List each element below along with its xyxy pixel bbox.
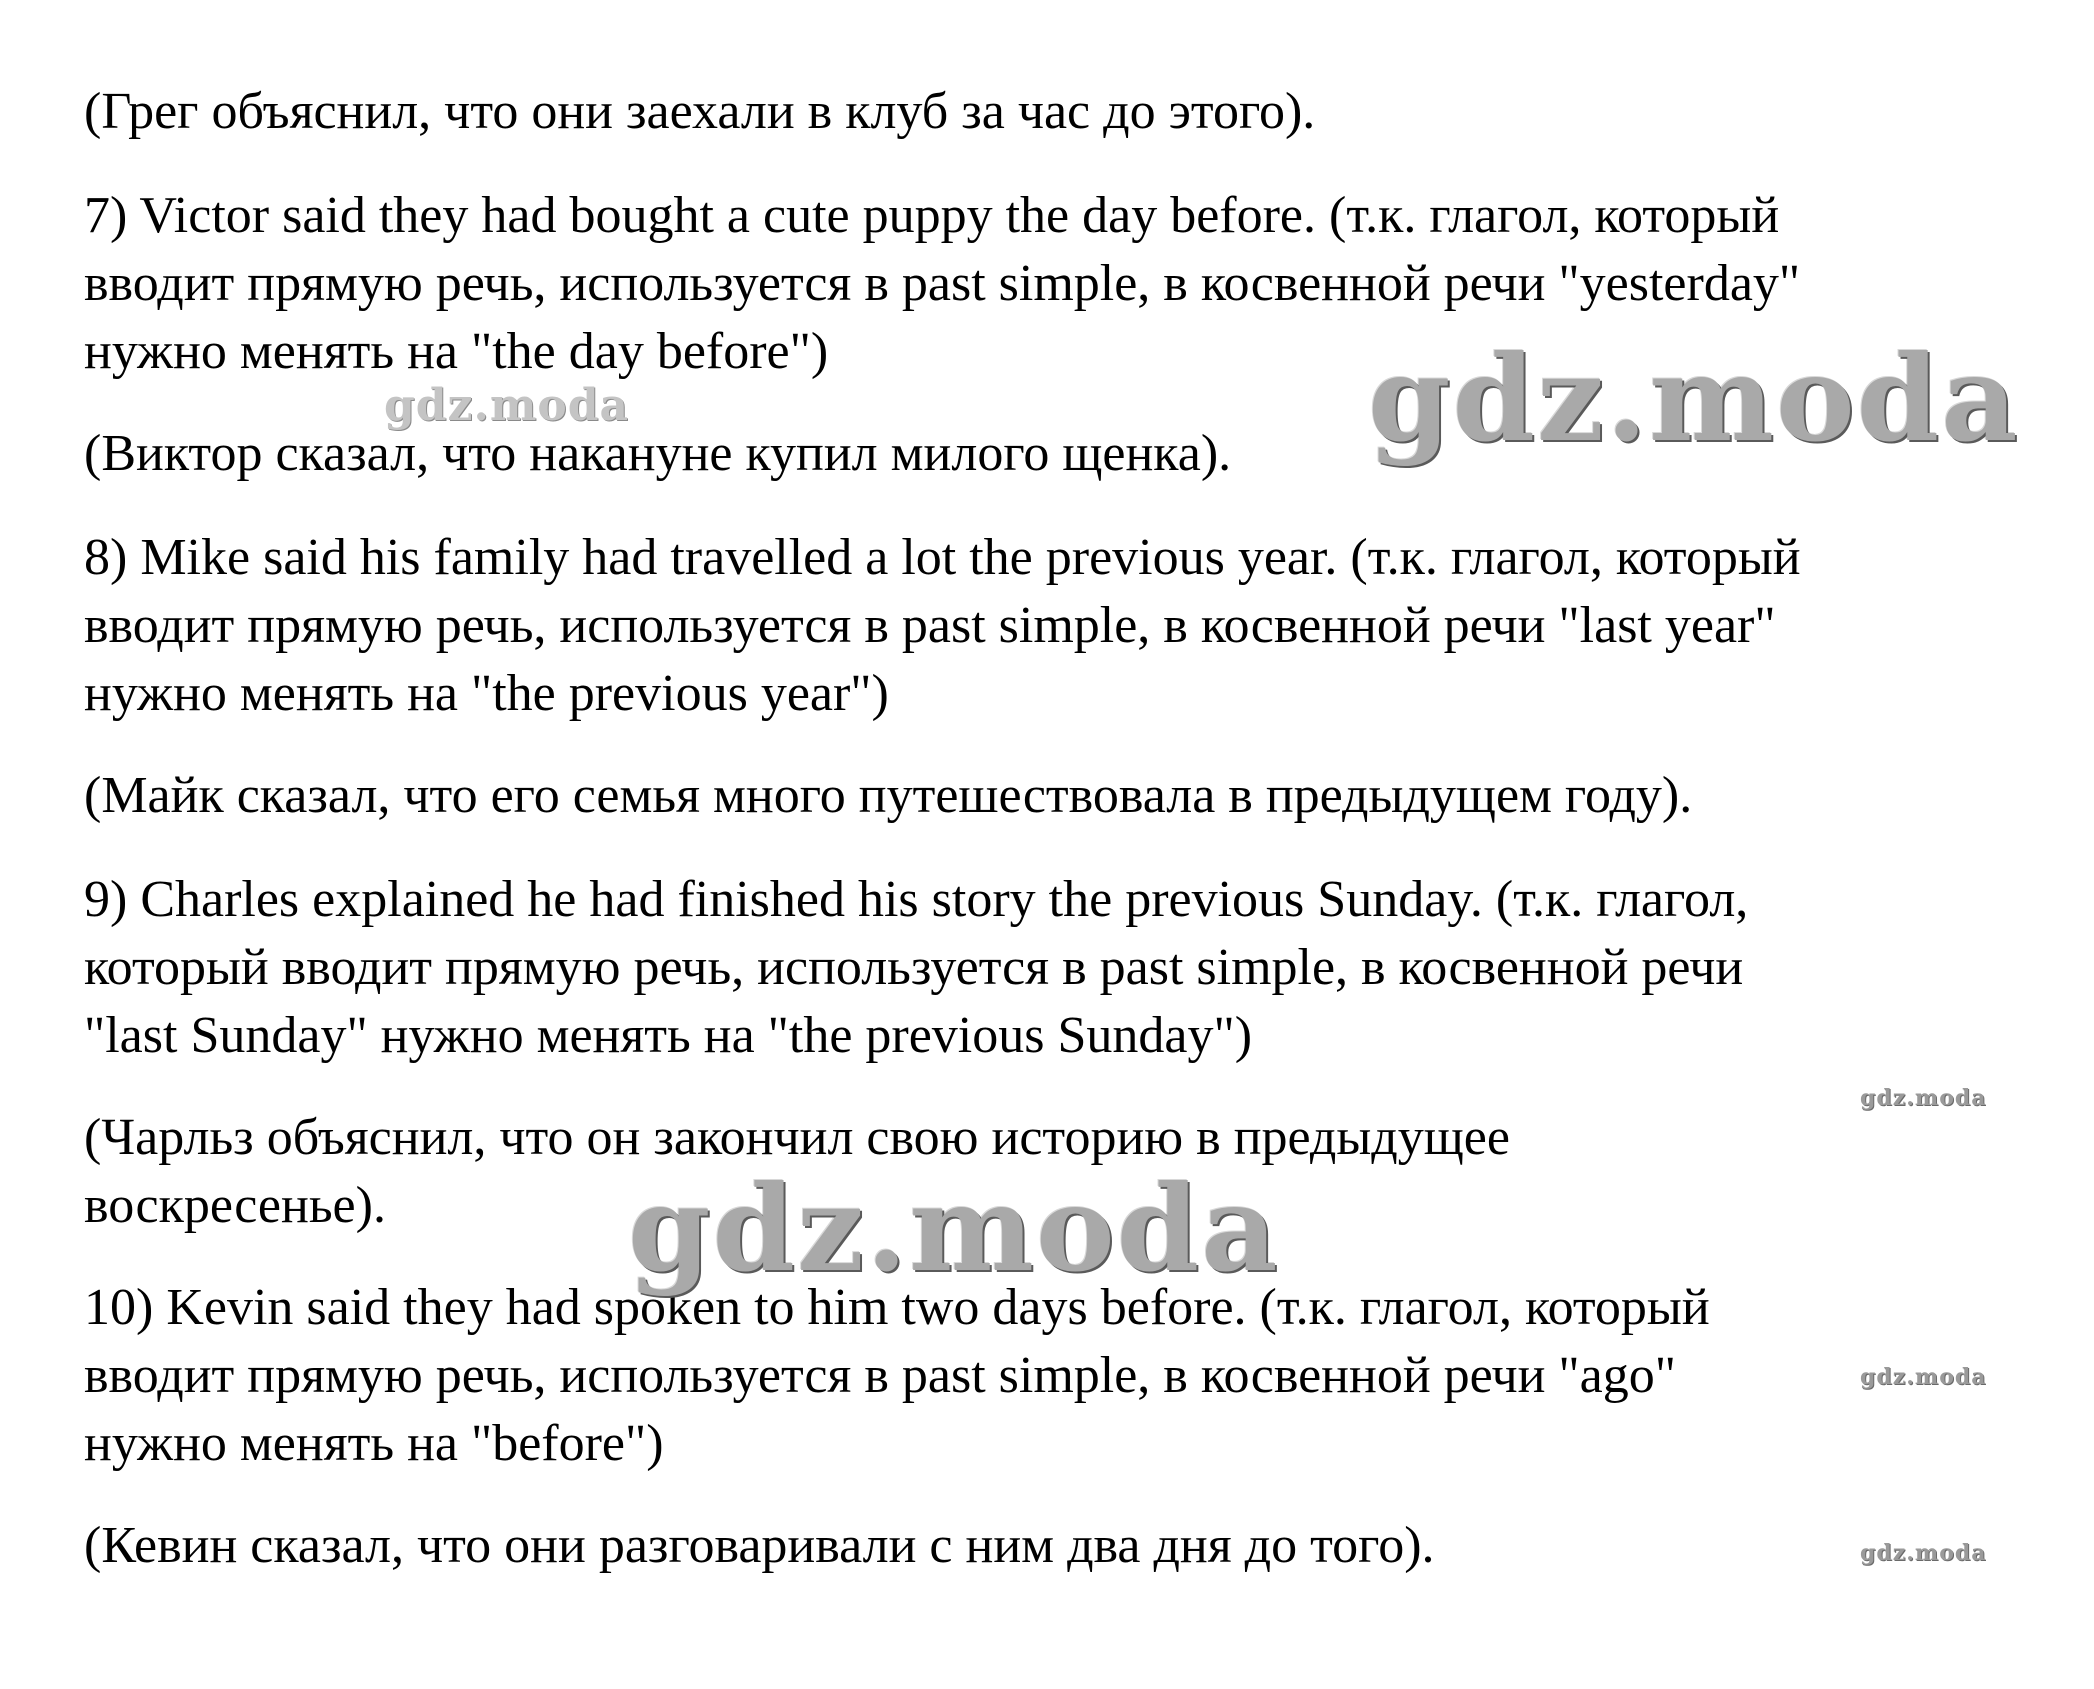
watermark-large: gdz.moda bbox=[628, 1159, 1280, 1298]
paragraph-10-translation: (Кевин сказал, что они разговаривали с ним два дня до того). bbox=[84, 1517, 1435, 1574]
paragraph-6-translation: (Грег объяснил, что они заехали в клуб за час до этого). bbox=[84, 83, 1316, 140]
paragraph-9-translation: (Чарльз объяснил, что он закончил свою историю в предыдущее воскресенье). bbox=[84, 1109, 1510, 1234]
watermark-medium: gdz.moda bbox=[384, 380, 630, 431]
paragraph-8: 8) Mike said his family had travelled a lot the previous year. (т.к. глагол, который вводит прямую речь, используется в past simple, в косвенной речи "last year" нужно менять на "the previous year") bbox=[84, 529, 1801, 722]
watermark-small: gdz.moda bbox=[1860, 1540, 1987, 1566]
paragraph-7: 7) Victor said they had bought a cute puppy the day before. (т.к. глагол, который вводит прямую речь, используется в past simple, в косвенной речи "yesterday" нужно менять на "the day before") bbox=[84, 187, 1801, 380]
paragraph-7-translation: (Виктор сказал, что накануне купил милого щенка). bbox=[84, 425, 1232, 482]
paragraph-8-translation: (Майк сказал, что его семья много путешествовала в предыдущем году). bbox=[84, 767, 1693, 824]
watermark-small: gdz.moda bbox=[1860, 1364, 1987, 1390]
watermark-small: gdz.moda bbox=[1860, 1085, 1987, 1111]
paragraph-9: 9) Charles explained he had finished his story the previous Sunday. (т.к. глагол, который вводит прямую речь, используется в past simple, в косвенной речи "last Sunday" нужно менять на "the previous Sunday") bbox=[84, 871, 1749, 1064]
watermark-large: gdz.moda bbox=[1368, 329, 2020, 468]
paragraph-10: 10) Kevin said they had spoken to him two days before. (т.к. глагол, который вводит прямую речь, используется в past simple, в косвенной речи "ago" нужно менять на "before") bbox=[84, 1279, 1710, 1472]
